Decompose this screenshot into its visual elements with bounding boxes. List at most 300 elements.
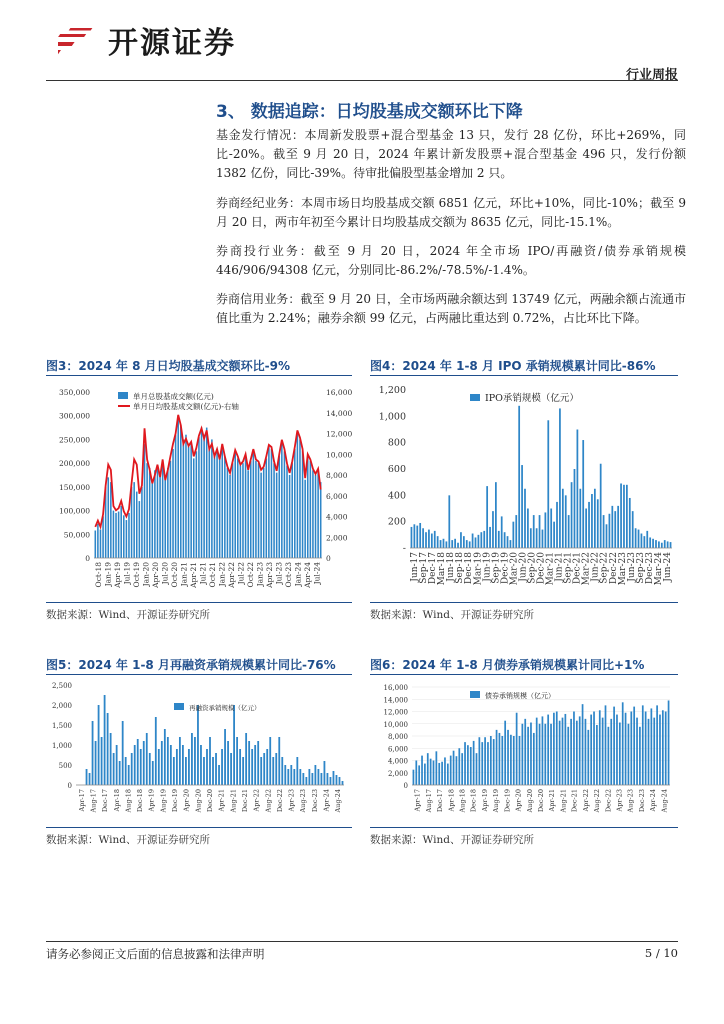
bar: [320, 482, 322, 558]
bar: [464, 742, 466, 785]
fig3-bottom-divider: [46, 602, 352, 603]
bar: [173, 757, 175, 785]
x-tick-label: Aug-17: [424, 789, 433, 813]
bar: [661, 543, 663, 548]
x-tick-label: Dec-22: [604, 789, 613, 813]
x-tick-label: Aug-21: [559, 789, 568, 813]
x-tick-label: Apr-20: [514, 789, 523, 812]
bar: [530, 528, 532, 548]
bar: [188, 447, 190, 558]
bar: [422, 528, 424, 548]
bar: [619, 723, 621, 785]
bar: [565, 495, 567, 548]
y-tick-label: 300,000: [58, 411, 90, 421]
fig3-title: 图3：2024 年 8 月日均股基成交额环比-9%: [46, 359, 290, 373]
bar: [667, 541, 669, 548]
bar: [613, 707, 615, 785]
report-type: 行业周报: [625, 68, 678, 83]
bar: [159, 475, 161, 558]
bar: [237, 458, 239, 558]
bar: [240, 466, 242, 558]
bar: [216, 449, 218, 558]
bar: [461, 753, 463, 785]
bar: [565, 714, 567, 785]
bar: [242, 463, 244, 558]
bar: [161, 741, 163, 785]
bar: [437, 536, 439, 548]
x-tick-label: Jan-19: [103, 562, 113, 587]
x-tick-label: Apr-19: [147, 789, 156, 812]
x-tick-label: Oct-20: [169, 562, 179, 588]
bar: [221, 444, 223, 558]
page-number: 5 / 10: [644, 946, 678, 960]
bar: [260, 473, 262, 558]
bar: [177, 416, 179, 558]
fig3-divider: [46, 375, 352, 376]
bar: [611, 506, 613, 548]
bar: [118, 512, 120, 558]
x-tick-label: Jun-17: [410, 552, 421, 582]
bar: [95, 530, 97, 558]
bar: [527, 509, 529, 549]
bar: [291, 463, 293, 558]
bar: [200, 745, 202, 785]
bar: [486, 486, 488, 548]
bar: [652, 539, 654, 548]
bar: [530, 723, 532, 785]
bar: [419, 523, 421, 548]
bar: [614, 511, 616, 548]
bar: [141, 487, 143, 558]
bar: [559, 408, 561, 548]
bar: [628, 724, 630, 785]
bar: [460, 532, 462, 548]
bar: [492, 511, 494, 548]
bar: [185, 435, 187, 558]
y-tick-label: 1,500: [51, 722, 72, 730]
bar: [95, 741, 97, 785]
bar: [649, 537, 651, 548]
y-tick-label: 0: [85, 554, 90, 563]
bar: [629, 498, 631, 548]
bar: [458, 748, 460, 785]
bar: [302, 451, 304, 558]
x-tick-label: Sep-19: [491, 552, 502, 584]
bar: [533, 733, 535, 785]
bar: [196, 451, 198, 558]
x-tick-label: Apr-24: [302, 562, 312, 588]
bar: [286, 466, 288, 558]
y-tick-label: 1,000: [51, 742, 72, 750]
header-divider: [46, 80, 678, 81]
bar: [92, 721, 94, 785]
x-tick-label: Dec-17: [436, 789, 445, 813]
x-tick-label: Aug-22: [264, 789, 273, 813]
bar: [527, 727, 529, 785]
bar: [617, 506, 619, 548]
bar: [258, 463, 260, 558]
bar: [218, 765, 220, 785]
bar: [434, 531, 436, 548]
x-tick-label: Jul-23: [274, 562, 284, 585]
bar: [659, 715, 661, 785]
logo-stripe: [58, 50, 61, 56]
bar: [271, 449, 273, 558]
bar: [152, 482, 154, 558]
x-tick-label: Mar-24: [653, 552, 664, 586]
bar: [501, 736, 503, 785]
bar: [152, 761, 154, 785]
bar: [428, 530, 430, 548]
bar: [146, 463, 148, 558]
legend-swatch: [470, 691, 480, 698]
fig4-divider: [370, 375, 678, 376]
bar: [605, 705, 607, 785]
bar: [275, 753, 277, 785]
bar: [638, 530, 640, 548]
bar: [664, 540, 666, 548]
y2-tick-label: 10,000: [326, 450, 352, 460]
y-tick-label: 2,500: [51, 682, 72, 690]
bar: [201, 428, 203, 558]
legend-label: IPO承销规模（亿元）: [485, 393, 579, 404]
bar: [606, 524, 608, 548]
bar: [104, 695, 106, 785]
x-tick-label: Oct-22: [245, 562, 255, 588]
bar: [229, 475, 231, 558]
fig5-title: 图5：2024 年 1-8 月再融资承销规模累计同比-76%: [46, 658, 336, 672]
y-tick-label: 200: [387, 516, 406, 528]
y-tick-label: 2,000: [51, 702, 72, 710]
bar: [289, 475, 291, 558]
logo-mark-icon: [58, 20, 102, 60]
y-tick-label: 800: [387, 437, 406, 449]
bar: [576, 721, 578, 785]
bar: [476, 753, 478, 785]
x-tick-label: Dec-21: [570, 789, 579, 813]
bar: [144, 444, 146, 558]
x-tick-label: Apr-20: [150, 562, 160, 588]
bar: [233, 705, 235, 785]
bar: [630, 712, 632, 786]
bar: [651, 708, 653, 785]
bar: [550, 509, 552, 549]
paragraph-credit: 券商信用业务：截至 9 月 20 日，全市场两融余额达到 13749 亿元，两融余额占流通市值比重为 2.24%；融券余额 99 亿元，占两融比重达到 0.72%，占比环比下降。: [216, 292, 686, 325]
bar: [626, 485, 628, 548]
x-tick-label: Jul-22: [236, 562, 246, 585]
bar: [128, 765, 130, 785]
logo-stripe: [58, 42, 75, 46]
bar: [457, 543, 459, 548]
bar: [296, 757, 298, 785]
bar: [600, 464, 602, 548]
bar: [577, 430, 579, 549]
y2-tick-label: 8,000: [326, 471, 348, 480]
y2-tick-label: 6,000: [326, 491, 348, 501]
bar: [180, 425, 182, 558]
x-tick-label: Apr-23: [615, 789, 624, 812]
x-tick-label: Oct-21: [207, 562, 217, 588]
bar: [521, 465, 523, 548]
bar: [608, 727, 610, 785]
bar: [221, 749, 223, 785]
bar: [302, 773, 304, 785]
bar: [448, 495, 450, 548]
x-tick-label: Sep-21: [563, 552, 574, 584]
bar: [248, 741, 250, 785]
legend-swatch: [470, 394, 480, 401]
x-tick-label: Dec-22: [275, 789, 284, 813]
legend-label: 再融资承销规模（亿元）: [189, 704, 261, 712]
bar: [479, 737, 481, 785]
bar: [518, 406, 520, 548]
bar: [590, 715, 592, 785]
bar: [490, 736, 492, 785]
bar: [197, 705, 199, 785]
bar: [478, 535, 480, 548]
x-tick-label: Apr-24: [649, 789, 658, 812]
bar: [656, 705, 658, 785]
x-tick-label: Dec-19: [171, 789, 180, 813]
bar: [318, 769, 320, 785]
bar: [507, 536, 509, 548]
bar: [107, 477, 109, 558]
bar: [209, 447, 211, 558]
bar: [574, 469, 576, 548]
bar: [242, 757, 244, 785]
bar: [556, 502, 558, 548]
bar: [128, 513, 130, 558]
bar: [236, 737, 238, 785]
x-tick-label: Apr-22: [581, 789, 590, 812]
legend-swatch: [174, 703, 184, 710]
y-tick-label: 50,000: [63, 530, 90, 540]
bar: [119, 761, 121, 785]
x-tick-label: Dec-20: [206, 789, 214, 813]
bar: [276, 473, 278, 558]
x-tick-label: Oct-23: [283, 562, 293, 588]
bar: [480, 532, 482, 548]
x-tick-label: Apr-24: [322, 789, 331, 812]
bar: [146, 733, 148, 785]
x-tick-label: Dec-23: [310, 789, 319, 813]
bar: [245, 456, 247, 558]
legend-label: 单月日均股基成交额(亿元)-右轴: [133, 402, 239, 411]
bar: [451, 540, 453, 548]
bar: [260, 757, 262, 785]
bar: [266, 458, 268, 558]
bar: [293, 769, 295, 785]
x-tick-label: Aug-23: [299, 789, 308, 813]
x-tick-label: Jul-20: [160, 562, 170, 585]
bar: [110, 482, 112, 558]
bar: [633, 707, 635, 785]
bar: [342, 781, 344, 785]
y-tick-label: 1,200: [378, 385, 406, 396]
bar: [648, 719, 650, 785]
bar: [167, 468, 169, 558]
bar: [579, 489, 581, 548]
x-tick-label: Aug-20: [194, 789, 203, 813]
bar: [433, 761, 435, 786]
x-tick-label: Apr-20: [182, 789, 191, 812]
bar: [639, 727, 641, 785]
bar: [193, 458, 195, 558]
bar: [278, 456, 280, 558]
bar: [553, 522, 555, 548]
bar: [635, 528, 637, 548]
bar: [209, 737, 211, 785]
x-tick-label: Aug-18: [124, 789, 133, 813]
bar: [155, 717, 157, 785]
x-tick-label: Aug-19: [159, 789, 168, 813]
bar: [620, 483, 622, 548]
x-tick-label: Apr-19: [480, 789, 489, 812]
bar: [562, 489, 564, 548]
x-tick-label: Mar-23: [617, 552, 628, 586]
x-tick-label: Jun-18: [446, 552, 457, 582]
bar: [86, 769, 88, 785]
bar: [643, 536, 645, 548]
legend-swatch: [118, 392, 128, 399]
bar: [143, 741, 145, 785]
x-tick-label: Jan-21: [179, 562, 189, 587]
bar: [89, 773, 91, 785]
bar: [456, 756, 458, 785]
bar: [446, 541, 448, 548]
bar: [125, 757, 127, 785]
bar: [175, 435, 177, 558]
bar: [272, 757, 274, 785]
x-tick-label: Dec-23: [644, 552, 655, 585]
bar: [120, 506, 122, 558]
bar: [281, 442, 283, 558]
bar: [582, 440, 584, 548]
bar: [97, 524, 99, 558]
x-tick-label: Apr-18: [447, 789, 456, 812]
bar: [470, 747, 472, 785]
paragraph-brokerage: 券商经纪业务：本周市场日均股基成交额 6851 亿元，环比+10%，同比-10%；截至 9 月 20 日，两市年初至今累计日均股基成交额为 8635 亿元，同比-15.1%。: [216, 196, 686, 229]
y-tick-label: 100,000: [58, 506, 90, 516]
x-tick-label: Apr-23: [264, 562, 274, 588]
bar: [562, 718, 564, 785]
bar: [512, 522, 514, 548]
y-tick-label: 12,000: [383, 708, 408, 717]
x-tick-label: Apr-21: [548, 789, 557, 812]
fig4-bottom-divider: [370, 602, 678, 603]
bar: [115, 513, 117, 558]
x-tick-label: Jun-22: [590, 552, 601, 582]
fig3-source: 数据来源：Wind、开源证券研究所: [46, 609, 210, 621]
x-tick-label: Apr-19: [112, 562, 122, 588]
x-tick-label: Aug-21: [229, 789, 238, 813]
fig5-bottom-divider: [46, 827, 352, 828]
fig6-divider: [370, 674, 678, 675]
bar: [219, 458, 221, 558]
bar: [632, 511, 634, 548]
bar: [599, 710, 601, 785]
bar: [268, 447, 270, 558]
company-name: 开源证券: [108, 26, 236, 61]
x-tick-label: Apr-22: [226, 562, 236, 588]
x-tick-label: Aug-20: [525, 789, 534, 813]
x-tick-label: Jan-23: [255, 562, 265, 587]
bar: [594, 489, 596, 548]
y-tick-label: 500: [58, 762, 72, 770]
bar: [113, 753, 115, 785]
fig6-bottom-divider: [370, 827, 678, 828]
bar: [255, 461, 257, 558]
x-tick-label: Sep-23: [635, 552, 646, 584]
fig3-chart: [46, 378, 352, 600]
x-tick-label: Oct-19: [131, 562, 141, 588]
bar: [263, 468, 265, 558]
bar: [290, 765, 292, 785]
bar: [542, 716, 544, 785]
bar: [251, 749, 253, 785]
bar: [524, 719, 526, 785]
x-tick-label: Dec-22: [608, 552, 619, 585]
bar: [100, 530, 102, 558]
bar: [413, 524, 415, 548]
x-tick-label: Jun-19: [482, 552, 493, 582]
bar: [266, 749, 268, 785]
bar: [516, 713, 518, 785]
x-tick-label: Jan-24: [293, 562, 303, 587]
y-tick-label: 6,000: [387, 745, 408, 754]
y-tick-label: 8,000: [387, 733, 408, 741]
x-tick-label: Apr-17: [413, 789, 422, 812]
bar: [321, 773, 323, 785]
bar: [154, 470, 156, 558]
bar: [454, 539, 456, 548]
x-tick-label: Dec-18: [469, 789, 478, 813]
x-tick-label: Aug-17: [89, 789, 98, 813]
bar: [170, 745, 172, 785]
bar: [641, 534, 643, 548]
bar: [299, 769, 301, 785]
bar: [167, 737, 169, 785]
bar: [107, 713, 109, 785]
bar: [579, 716, 581, 785]
bar: [250, 461, 252, 558]
y-tick-label: 14,000: [383, 696, 408, 705]
y-tick-label: -: [402, 543, 406, 554]
bar: [487, 742, 489, 785]
bar: [312, 470, 314, 558]
bar: [206, 428, 208, 558]
bar: [499, 733, 501, 785]
footer-disclaimer: 请务必参阅正文后面的信息披露和法律声明: [46, 947, 265, 961]
bar: [587, 730, 589, 785]
x-tick-label: Jul-19: [122, 562, 132, 585]
bar: [339, 777, 341, 785]
paragraph-fund-issuance: 基金发行情况：本周新发股票+混合型基金 13 只，发行 28 亿份，环比+269%，同比-20%。截至 9 月 20 日，2024 年累计新发股票+混合型基金 496 只，发行份额 1382 亿份，同比-39%。待审批偏股型基金增加 2 只。: [216, 128, 686, 180]
bar: [430, 759, 432, 785]
bar: [123, 515, 125, 558]
x-tick-label: Aug-19: [492, 789, 501, 813]
bar: [609, 514, 611, 548]
y2-tick-label: 0: [326, 554, 331, 563]
bar: [453, 751, 455, 785]
bar: [582, 704, 584, 785]
y-tick-label: 4,000: [387, 757, 408, 766]
bar: [212, 757, 214, 785]
bar: [625, 713, 627, 785]
bar: [443, 539, 445, 548]
page-header: [0, 0, 724, 82]
y-tick-label: 350,000: [58, 388, 90, 397]
